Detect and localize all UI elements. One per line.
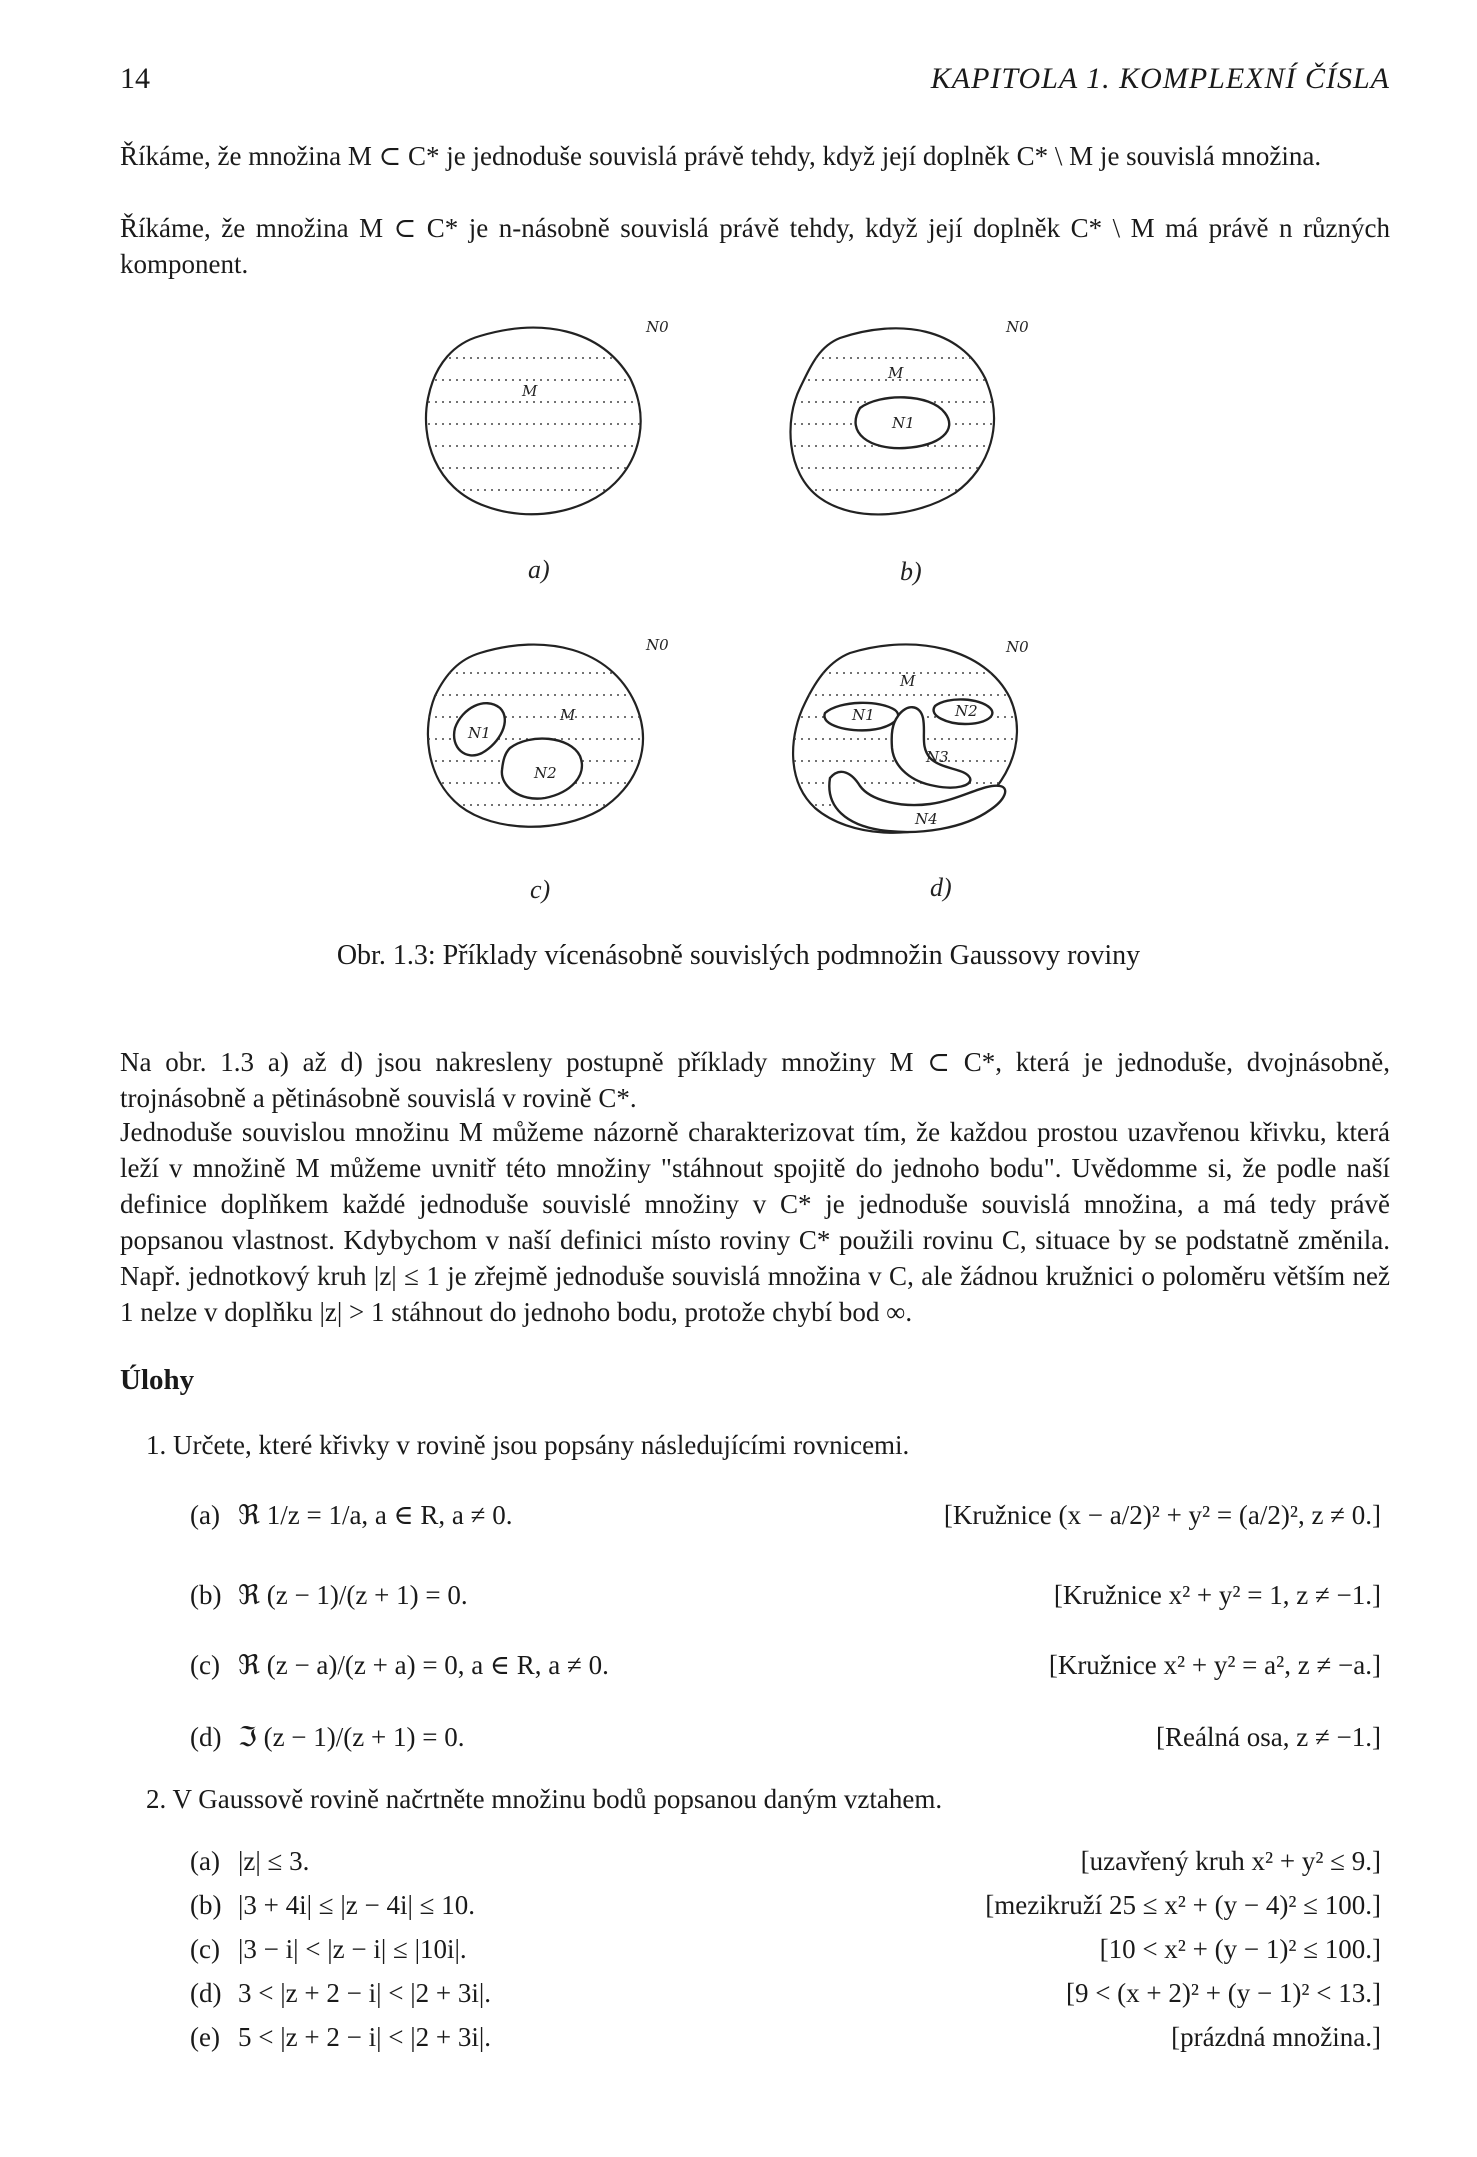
task1-item-a-answer: [Kružnice (x − a/2)² + y² = (a/2)², z ≠ 0.] — [943, 1500, 1381, 1530]
figure-caption: Obr. 1.3: Příklady vícenásobně souvislých podmnožin Gaussovy roviny — [336, 940, 1141, 971]
panel-a-diagram — [400, 318, 669, 584]
task2-item-a-label: (a) — [190, 1846, 220, 1876]
panel-b-diagram — [780, 318, 1029, 586]
label-n3: N3 — [926, 748, 949, 766]
chapter-title: KAPITOLA 1. KOMPLEXNÍ ČÍSLA — [930, 62, 1390, 95]
task1-item-c-expr: ℜ (z − a)/(z + a) = 0, a ∈ R, a ≠ 0. — [238, 1650, 609, 1680]
task2-item-d-expr: 3 < |z + 2 − i| < |2 + 3i|. — [238, 1978, 491, 2008]
label-n1: N1 — [892, 414, 915, 432]
task1-item-a-expr: ℜ 1/z = 1/a, a ∈ R, a ≠ 0. — [238, 1500, 513, 1530]
task-2: 2. V Gaussově rovině načrtněte množinu bodů popsanou daným vztahem. — [146, 1784, 943, 1814]
task1-item-a-label: (a) — [190, 1500, 220, 1530]
task1-item-d-expr: ℑ (z − 1)/(z + 1) = 0. — [238, 1722, 465, 1752]
panel-label-a: a) — [528, 555, 550, 584]
body-paragraph-1: Na obr. 1.3 a) až d) jsou nakresleny postupně příklady množiny M ⊂ C*, která je jednoduše, dvojnásobně, trojnásobně a pětinásobně souvislá v rovině C*. — [120, 1047, 1390, 1113]
task2-item-b-expr: |3 + 4i| ≤ |z − 4i| ≤ 10. — [238, 1890, 475, 1920]
label-n0: N0 — [1006, 318, 1029, 336]
page-number: 14 — [120, 62, 150, 95]
label-n0: N0 — [1006, 638, 1029, 656]
label-n1: N1 — [852, 706, 875, 724]
definition-n-connected: Říkáme, že množina M ⊂ C* je n-násobně souvislá právě tehdy, když její doplněk C* \ M má právě n různých komponent. — [120, 213, 1390, 279]
panel-label-c: c) — [530, 875, 551, 904]
set-m-outline — [426, 328, 641, 515]
task2-item-d-answer: [9 < (x + 2)² + (y − 1)² < 13.] — [1065, 1978, 1381, 2008]
task1-item-d-label: (d) — [190, 1722, 222, 1752]
task1-item-b-expr: ℜ (z − 1)/(z + 1) = 0. — [238, 1580, 468, 1610]
task2-item-d-label: (d) — [190, 1978, 222, 2008]
label-m: M — [522, 382, 538, 400]
label-n2: N2 — [955, 702, 978, 720]
definition-simply-connected: Říkáme, že množina M ⊂ C* je jednoduše souvislá právě tehdy, když její doplněk C* \ M je souvislá množina. — [120, 141, 1322, 171]
figure-drawing — [400, 318, 1120, 938]
task2-item-b-answer: [mezikruží 25 ≤ x² + (y − 4)² ≤ 100.] — [985, 1890, 1381, 1920]
section-heading: Úlohy — [120, 1364, 195, 1396]
figure-connected-sets — [400, 318, 1120, 938]
task2-item-a-answer: [uzavřený kruh x² + y² ≤ 9.] — [1080, 1846, 1381, 1876]
task2-item-a-expr: |z| ≤ 3. — [238, 1846, 310, 1876]
label-m: M — [560, 706, 576, 724]
label-n2: N2 — [534, 764, 557, 782]
label-n0: N0 — [646, 636, 669, 654]
task2-item-c-answer: [10 < x² + (y − 1)² ≤ 100.] — [1099, 1934, 1381, 1964]
task2-item-e-expr: 5 < |z + 2 − i| < |2 + 3i|. — [238, 2022, 491, 2052]
page-header — [120, 62, 1390, 102]
task1-item-b-answer: [Kružnice x² + y² = 1, z ≠ −1.] — [1053, 1580, 1381, 1610]
task2-item-c-expr: |3 − i| < |z − i| ≤ |10i|. — [238, 1934, 467, 1964]
task2-item-c-label: (c) — [190, 1934, 220, 1964]
label-n0: N0 — [646, 318, 669, 336]
panel-d-diagram — [780, 638, 1040, 902]
panel-label-b: b) — [900, 557, 922, 586]
task-1: 1. Určete, které křivky v rovině jsou popsány následujícími rovnicemi. — [146, 1430, 910, 1460]
panel-label-d: d) — [930, 873, 952, 902]
label-m: M — [888, 364, 904, 382]
task1-item-b-label: (b) — [190, 1580, 222, 1610]
label-n4: N4 — [915, 810, 938, 828]
task2-item-e-label: (e) — [190, 2022, 220, 2052]
task2-item-e-answer: [prázdná množina.] — [1171, 2022, 1381, 2052]
task2-item-b-label: (b) — [190, 1890, 222, 1920]
task1-item-d-answer: [Reálná osa, z ≠ −1.] — [1156, 1722, 1381, 1752]
task1-item-c-label: (c) — [190, 1650, 220, 1680]
label-n1: N1 — [468, 724, 491, 742]
body-paragraph-2: Jednoduše souvislou množinu M můžeme názorně charakterizovat tím, že každou prostou uzavřenou křivku, která leží v množině M můžeme uvnitř této množiny "stáhnout spojitě do jednoho bodu". Uvědomme si, že podle naší definice doplňkem každé jednoduše souvislé množiny v C* je jednoduše souvislá množina, a má tedy právě popsanou vlastnost. Kdybychom v naší definici místo roviny C* použili rovinu C, situace by se podstatně změnila. Např. jednotkový kruh |z| ≤ 1 je zřejmě jednoduše souvislá množina v C, ale žádnou kružnici o poloměru větším než 1 nelze v doplňku |z| > 1 stáhnout do jednoho bodu, protože chybí bod ∞. — [120, 1117, 1390, 1327]
panel-c-diagram — [400, 636, 669, 904]
task1-item-c-answer: [Kružnice x² + y² = a², z ≠ −a.] — [1048, 1650, 1381, 1680]
label-m: M — [900, 672, 916, 690]
